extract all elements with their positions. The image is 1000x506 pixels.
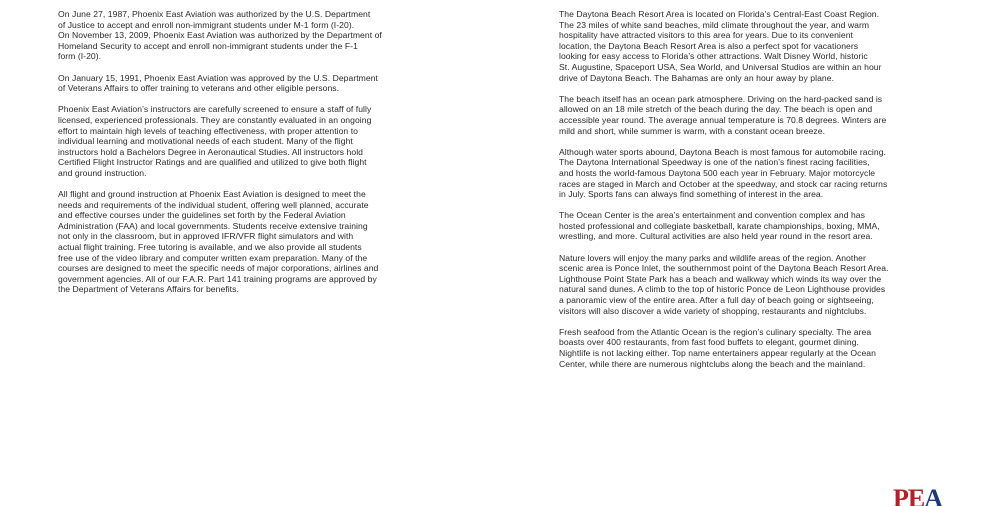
logo-letter-e: E — [907, 486, 925, 506]
pea-logo — [893, 486, 973, 506]
paragraph-veterans-approval: On January 15, 1991, Phoenix East Aviation was approved by the U.S. Department of Veterans Affairs to offer training to veterans and other eligible persons. — [58, 72, 378, 94]
paragraph-racing: Although water sports abound, Daytona Beach is most famous for automobile racing. The Daytona International Speedway is one of the nation’s finest racing facilities, and hosts the world-famous Daytona 500 each year in February. Major motorcycle races are staged in March and October at the speedway, and stock car racing returns in July. Sports fans can always find something of interest in the area. — [559, 146, 888, 200]
logo-letter-p: P — [893, 486, 908, 506]
paragraph-instruction: All flight and ground instruction at Phoenix East Aviation is designed to meet the needs and requirements of the individual student, offering well planned, accurate and effective courses under the guidelines set forth by the Federal Aviation Administration (FAA) and local governments. Students receive extensive training not only in the classroom, but in approved IFR/VFR flight simulators and with actual flight training. Free tutoring is available, and we also provide all students free use of the video library and computer written exam preparation. Many of the courses are designed to meet the specific needs of major corporations, airlines and government agencies. All of our F.A.R. Part 141 training programs are approved by the Department of Veterans Affairs for benefits. — [58, 189, 379, 295]
right-text-column — [559, 9, 943, 380]
paragraph-resort-area: The Daytona Beach Resort Area is located on Florida’s Central-East Coast Region. The 23 miles of white sand beaches, mild climate throughout the year, and warm hospitality have attracted visitors to this area for years. Due to its convenient location, the Daytona Beach Resort Area is also a perfect spot for vacationers looking for easy access to Florida’s other attractions. Walt Disney World, historic St. Augustine, Spaceport USA, Sea World, and Universal Studios are within an hour drive of Daytona Beach. The Bahamas are only an hour away by plane. — [559, 9, 882, 83]
paragraph-nature: Nature lovers will enjoy the many parks and wildlife areas of the region. Another scenic area is Ponce Inlet, the southernmost point of the Daytona Beach Resort Area. Lighthouse Point State Park has a beach and walkway which winds its way over the natural sand dunes. A climb to the top of historic Ponce de Leon Lighthouse provides a panoramic view of the entire area. After a full day of beach going or sightseeing, visitors will also discover a wide variety of shopping, restaurants and nightclubs. — [559, 252, 889, 316]
paragraph-ocean-center: The Ocean Center is the area’s entertainment and convention complex and has hosted professional and collegiate basketball, karate championships, boxing, MMA, wrestling, and more. Cultural activities are also held year round in the resort area. — [559, 210, 880, 242]
paragraph-authorizations: On June 27, 1987, Phoenix East Aviation was authorized by the U.S. Department of Justice to accept and enroll non-immigrant students under M-1 form (I-20). On November 13, 2009, Phoenix East Aviation was authorized by the Department of Homeland Security to accept and enroll non-immigrant students under the F-1 form (I-20). — [58, 9, 382, 62]
logo-letter-a: A — [924, 486, 943, 506]
left-text-column — [58, 9, 440, 306]
paragraph-beach: The beach itself has an ocean park atmosphere. Driving on the hard-packed sand is allowed on an 18 mile stretch of the beach during the day. The beach is open and accessible year round. The average annual temperature is 70.8 degrees. Winters are mild and short, while summer is warm, with a constant ocean breeze. — [559, 93, 887, 136]
paragraph-instructors: Phoenix East Aviation’s instructors are carefully screened to ensure a staff of fully licensed, experienced professionals. They are constantly evaluated in an ongoing effort to maintain high levels of teaching effectiveness, with proper attention to individual learning and motivational needs of each student. Many of the flight instructors hold a Bachelors Degree in Aeronautical Studies. All instructors hold Certified Flight Instructor Ratings and are qualified and utilized to give both flight and ground instruction. — [58, 104, 372, 178]
paragraph-dining-nightlife: Fresh seafood from the Atlantic Ocean is the region’s culinary specialty. The area boasts over 400 restaurants, from fast food buffets to elegant, gourmet dining. Nightlife is not lacking either. Top name entertainers appear regularly at the Ocean Center, while there are numerous nightclubs along the beach and the mainland. — [559, 326, 876, 369]
